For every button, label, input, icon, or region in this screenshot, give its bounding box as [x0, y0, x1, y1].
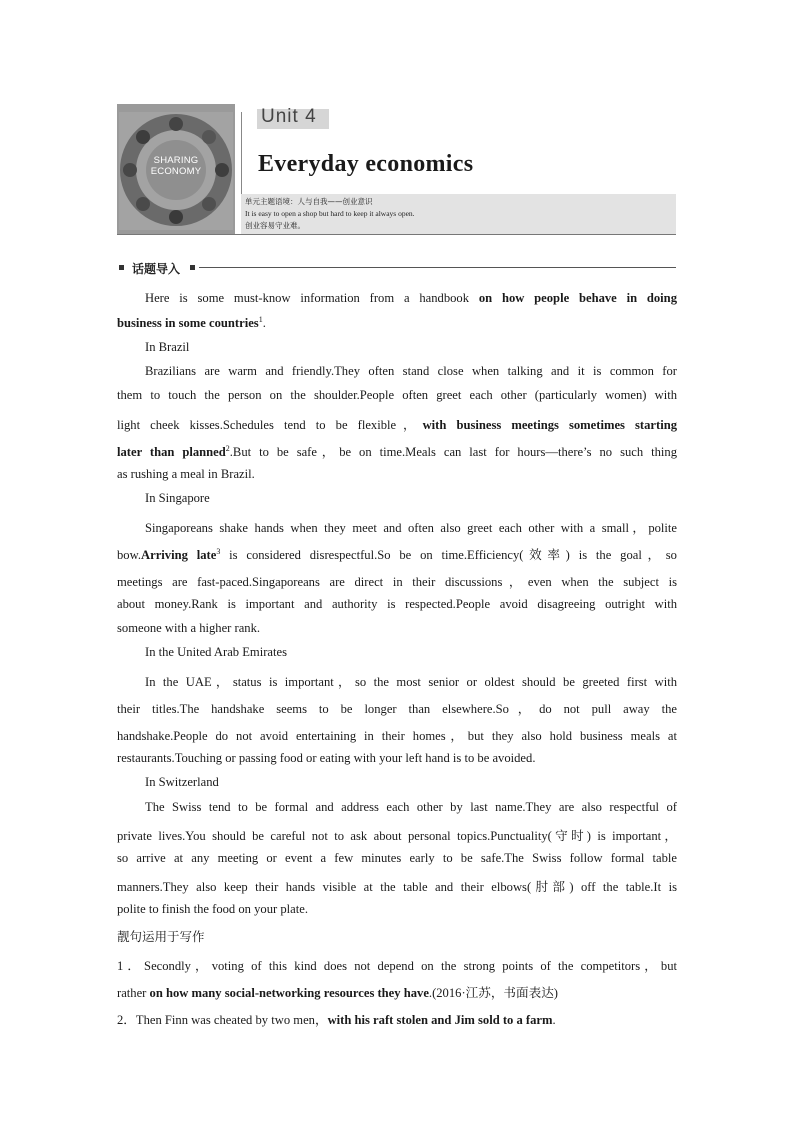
paragraph-line: so arrive at any meeting or event a few minutes early to be safe.The Swiss follow formal table [117, 851, 677, 865]
paragraph-line [117, 414, 677, 433]
writing-heading: 靓句运用于写作 [117, 929, 205, 944]
cover-caption-line1: SHARING [153, 155, 199, 166]
proverb-chinese: 创业容易守业难。 [245, 221, 305, 230]
intro-bold: on how people behave in doing [478, 291, 677, 305]
section-rule [199, 267, 676, 268]
paragraph-line: meetings are fast-paced.Singaporeans are direct in their discussions，even when the subject is [117, 575, 677, 589]
cover-image [117, 104, 235, 235]
paragraph-line: manners.They also keep their hands visible at the table and their elbows(肘部) off the table.It is [117, 880, 677, 894]
text-span: .But to be safe，be on time.Meals can last for hours—there’s no such thing [229, 445, 677, 459]
cover-caption-line2: ECONOMY [150, 166, 202, 177]
proverb-english: It is easy to open a shop but hard to keep it always open. [245, 209, 415, 218]
paragraph-line: Singaporeans shake hands when they meet and often also greet each other with a small，polite [145, 521, 677, 535]
text-span: light cheek kisses.Schedules tend to be flexible， [117, 418, 423, 432]
intro-line [145, 291, 677, 306]
paragraph-line: In the UAE，status is important，so the most senior or oldest should be greeted first with [145, 675, 677, 689]
footnote-marker: 2 [225, 444, 230, 453]
source-citation: .(2016·江苏，书面表达) [428, 986, 558, 1000]
cover-caption [117, 155, 235, 177]
theme-box [241, 194, 676, 234]
footnote-marker: 1 [258, 315, 263, 324]
paragraph-line: someone with a higher rank. [117, 621, 261, 635]
unit-label: Unit 4 [261, 106, 317, 127]
paragraph-line: about money.Rank is important and authority is respected.People avoid disagreeing outright with [117, 597, 677, 611]
paragraph-line: The Swiss tend to be formal and address each other by last name.They are also respectful of [145, 800, 677, 814]
paragraph-line: handshake.People do not avoid entertaining in their homes，but they also hold business meals at [117, 729, 677, 743]
section-header [117, 259, 676, 279]
unit-title: Everyday economics [258, 151, 474, 177]
subheading-brazil: In Brazil [145, 340, 190, 354]
text-span: 2．Then Finn was cheated by two men， [117, 1013, 328, 1027]
paragraph-line: restaurants.Touching or passing food or eating with your left hand is to be avoided. [117, 751, 536, 765]
bold-phrase: on how many social-networking resources they have [149, 986, 429, 1000]
bold-phrase: Arriving late [141, 548, 217, 562]
footnote-marker: 3 [216, 547, 221, 556]
paragraph-line: as rushing a meal in Brazil. [117, 467, 255, 481]
example-sentence-1-cont [117, 982, 677, 1001]
paragraph-line: private lives.You should be careful not to ask about personal topics.Punctuality(守时) is important， [117, 829, 677, 843]
paragraph-line: Brazilians are warm and friendly.They often stand close when talking and it is common for [145, 364, 677, 378]
paragraph-line [117, 544, 677, 563]
example-sentence-1: 1．Secondly，voting of this kind does not depend on the strong points of the competitors，but [117, 959, 677, 973]
example-sentence-2 [117, 1009, 677, 1028]
subheading-switzerland: In Switzerland [145, 775, 219, 789]
bullet-square-icon [119, 265, 124, 270]
intro-line: business in some countries$^1$. [117, 315, 266, 330]
paragraph-line [117, 441, 677, 460]
subheading-singapore: In Singapore [145, 491, 210, 505]
unit-banner [117, 104, 676, 235]
subheading-uae: In the United Arab Emirates [145, 645, 287, 659]
paragraph-line: their titles.The handshake seems to be longer than elsewhere.So，do not pull away the [117, 702, 677, 716]
text-span: rather [117, 986, 150, 1000]
bold-phrase: with business meetings sometimes starting [422, 418, 677, 432]
banner-divider [241, 112, 242, 194]
paragraph-line: them to touch the person on the shoulder.People often greet each other (particularly women) with [117, 388, 677, 402]
intro-bold: business in some countries [117, 316, 259, 330]
banner-bottom-rule [117, 234, 676, 235]
intro-text: Here is some must-know information from a handbook [145, 291, 479, 305]
text-span: . [552, 1013, 556, 1027]
bullet-square-icon [190, 265, 195, 270]
section-title: 话题导入 [132, 262, 181, 276]
bold-phrase: later than planned [117, 445, 226, 459]
bold-phrase: with his raft stolen and Jim sold to a farm [327, 1013, 553, 1027]
paragraph-line: polite to finish the food on your plate. [117, 902, 308, 916]
theme-context: 单元主题语境：人与自我——创业意识 [245, 197, 373, 206]
text-span: bow. [117, 548, 142, 562]
text-span: is considered disrespectful.So be on time.Efficiency(效率) is the goal，so [220, 548, 677, 562]
